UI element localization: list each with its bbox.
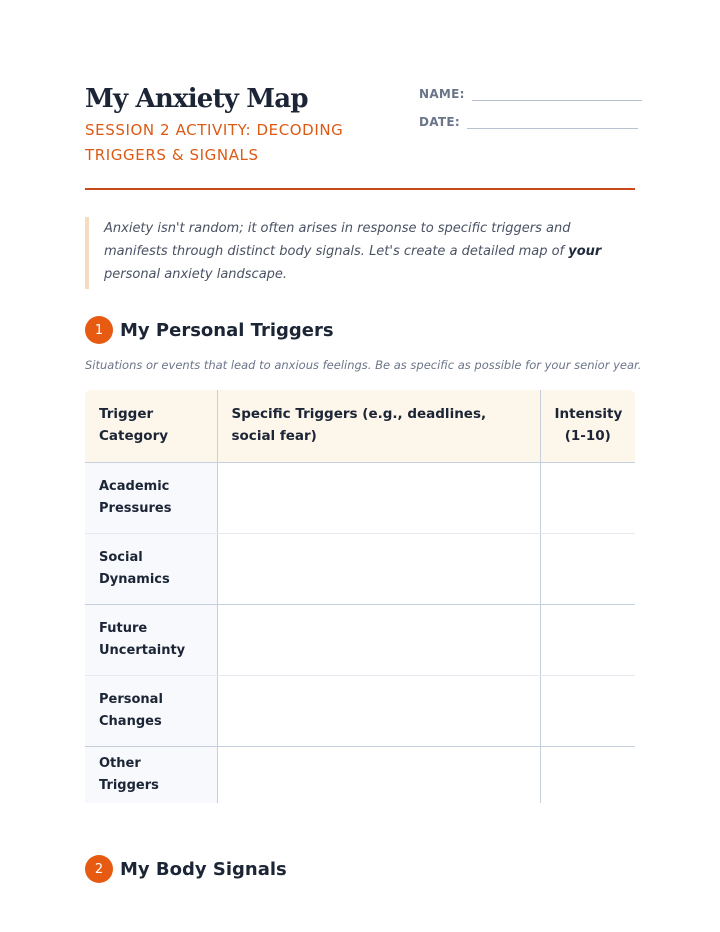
- section-triggers-heading: [85, 316, 334, 344]
- table-row: [85, 604, 635, 675]
- intro-emphasis: your: [568, 244, 602, 259]
- section-body-signals-heading: [85, 855, 287, 883]
- row-category: Social Dynamics: [85, 533, 217, 604]
- specific-triggers-cell[interactable]: [217, 604, 540, 675]
- specific-triggers-cell[interactable]: [217, 462, 540, 533]
- intro-text-after: personal anxiety landscape.: [104, 267, 288, 282]
- date-blank-line[interactable]: [467, 115, 638, 129]
- intensity-cell[interactable]: [540, 604, 635, 675]
- table-row: [85, 533, 635, 604]
- intro-text-before: Anxiety isn't random; it often arises in response to specific triggers and manifests through distinct body signals. Let's create a detailed map of: [104, 221, 571, 259]
- row-category: Future Uncertainty: [85, 604, 217, 675]
- table-row: [85, 746, 635, 803]
- intro-quote: [85, 217, 635, 289]
- date-label: DATE:: [419, 115, 460, 129]
- name-blank-line[interactable]: [472, 87, 642, 101]
- specific-triggers-cell[interactable]: [217, 533, 540, 604]
- triggers-table: [85, 390, 635, 803]
- table-row: [85, 675, 635, 746]
- page-subtitle: SESSION 2 ACTIVITY: DECODING TRIGGERS & SIGNALS: [85, 121, 344, 164]
- header-intensity: Intensity (1-10): [540, 390, 635, 462]
- name-label: NAME:: [419, 87, 465, 101]
- section-title: My Body Signals: [120, 858, 287, 880]
- section-description: Situations or events that lead to anxious feelings. Be as specific as possible for your senior year.: [85, 358, 642, 372]
- intensity-cell[interactable]: [540, 746, 635, 803]
- row-category: Personal Changes: [85, 675, 217, 746]
- section-number-badge: 2: [85, 855, 113, 883]
- section-number-badge: 1: [85, 316, 113, 344]
- row-category: Academic Pressures: [85, 462, 217, 533]
- date-field[interactable]: [419, 115, 638, 129]
- header-trigger-category: Trigger Category: [85, 390, 217, 462]
- specific-triggers-cell[interactable]: [217, 746, 540, 803]
- specific-triggers-cell[interactable]: [217, 675, 540, 746]
- header-divider: [85, 188, 635, 190]
- intensity-cell[interactable]: [540, 462, 635, 533]
- header-specific-triggers: Specific Triggers (e.g., deadlines, social fear): [217, 390, 540, 462]
- table-header-row: [85, 390, 635, 462]
- intensity-cell[interactable]: [540, 675, 635, 746]
- intensity-cell[interactable]: [540, 533, 635, 604]
- page-title: My Anxiety Map: [85, 84, 308, 114]
- section-title: My Personal Triggers: [120, 319, 334, 341]
- row-category: Other Triggers: [85, 746, 217, 803]
- table-row: [85, 462, 635, 533]
- name-field[interactable]: [419, 87, 642, 101]
